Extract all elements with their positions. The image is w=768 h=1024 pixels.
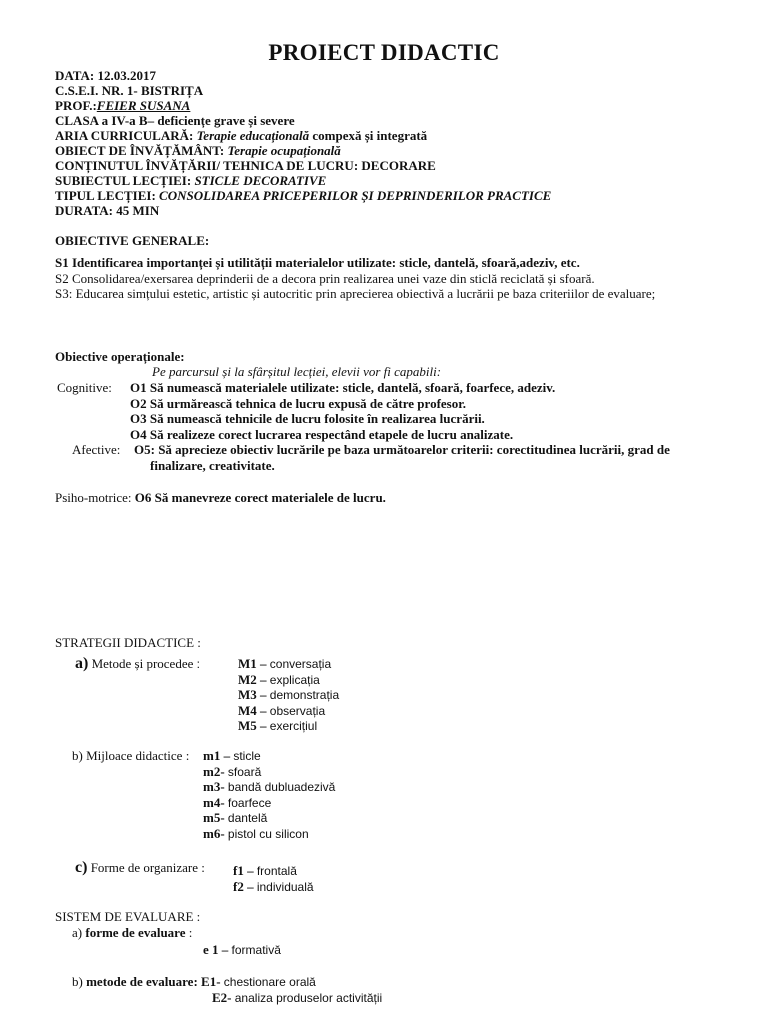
evaluation-methods-line [72,974,316,990]
means-item [203,810,267,826]
objective-o3: O3 Să numească tehnicile de lucru folosite în realizarea lucrării. [130,411,485,426]
subiect-label: SUBIECTUL LECȚIEI: [55,173,192,188]
organization-item-text: individuală [256,880,314,894]
evaluation-heading: SISTEM DE EVALUARE : [55,909,201,924]
means-item [203,779,335,795]
means-label: b) Mijloace didactice [72,748,183,763]
affective-label: Afective: [72,442,121,457]
methods-label: Metode și procedee [91,656,194,671]
obiect-value: Terapie ocupațională [227,143,341,158]
means-item-code: m1 – [203,748,231,763]
methods-label-line [75,656,200,672]
evaluation-methods-label: metode de evaluare: [86,974,198,989]
document-title: PROIECT DIDACTIC [268,40,500,65]
method-item-text: explicația [269,672,320,687]
organization-item [233,879,314,895]
objective-s2: S2 Consolidarea/exersarea deprinderii de a decora prin realizarea unei vaze din sticlă reciclată și sfoară. [55,271,595,286]
organization-label: Forme de organizare [90,860,199,875]
method-item-code: M1 – [238,656,267,671]
aria-tail: compexă și integrată [312,128,428,143]
means-item-text: pistol cu silicon [227,826,309,841]
evaluation-method-e2-text: analiza produselor activității [234,991,383,1005]
method-item-code: M3 – [238,687,267,702]
objective-o5-line2: finalizare, creativitate. [150,458,275,473]
psychomotor-objective [55,490,386,505]
evaluation-forms-colon: : [188,925,193,940]
means-item-text: sfoară [227,764,262,779]
organization-item-text: frontală [256,864,297,878]
header-lesson-type [55,188,551,203]
operational-objectives-heading: Obiective operaționale: [55,349,185,364]
general-objectives-heading: OBIECTIVE GENERALE: [55,233,210,248]
means-item-code: m2- [203,763,225,779]
means-item [203,826,309,842]
aria-label: ARIA CURRICULARĂ: [55,128,194,143]
method-item [238,656,331,672]
means-item-text: foarfece [227,795,272,810]
means-item-code: m3- [203,779,225,794]
objective-o5-line1: O5: Să aprecieze obiectiv lucrările pe baza următoarelor criterii: corectitudinea lucrării, grad de [134,442,670,457]
header-content: CONȚINUTUL ÎNVĂȚĂRII/ TEHNICA DE LUCRU: DECORARE [55,158,436,173]
evaluation-method-e1-text: chestionare orală [223,975,316,989]
method-item-text: demonstrația [269,688,340,702]
evaluation-method-e2 [212,990,382,1006]
means-item-code: m6- [203,825,225,841]
means-item [203,795,271,811]
tip-value: CONSOLIDAREA PRICEPERILOR ȘI DEPRINDERILOR PRACTICE [159,188,552,203]
header-prof [55,98,190,113]
method-item-code: M5 – [238,718,267,733]
method-item-text: exercițiul [269,719,318,733]
tip-label: TIPUL LECȚIEI: [55,188,156,203]
evaluation-forms-line [72,925,192,940]
objective-o6: O6 Să manevreze corect materialele de lucru. [134,490,386,505]
organization-label-line [75,860,205,875]
objective-s3: S3: Educarea simțului estetic, artistic și autocritic prin aprecierea obiectivă a lucrării pe baza criteriilor de evaluare; [55,286,656,301]
means-item-code: m4- [203,794,225,810]
evaluation-method-e1-code: E1- [201,974,221,989]
means-item [203,748,261,764]
aria-value: Terapie educațională [196,128,310,143]
method-item [238,687,339,703]
means-item-text: sticle [233,749,261,763]
means-label-line [72,748,189,763]
evaluation-methods-letter: b) [72,974,83,989]
header-duration: DURATA: 45 MIN [55,203,160,218]
evaluation-forms-label: forme de evaluare [85,925,186,940]
subiect-value: STICLE DECORATIVE [194,173,327,188]
header-lesson-subject [55,173,326,188]
objective-s1: S1 Identificarea importanței și utilității materialelor utilizate: sticle, dantelă, sfoară,adeziv, etc. [55,255,580,270]
organization-colon: : [201,860,205,875]
cognitive-label: Cognitive: [57,380,112,395]
evaluation-form-e1-code: e 1 – [203,942,229,957]
objective-o2: O2 Să urmărească tehnica de lucru expusă de către profesor. [130,396,467,411]
organization-item [233,863,297,879]
method-item [238,718,317,734]
methods-letter: a) [75,655,89,672]
operational-objectives-intro: Pe parcursul și la sfârșitul lecției, elevii vor fi capabili: [152,364,442,379]
means-item-text: dantelă [227,811,268,825]
method-item [238,672,320,688]
header-subject [55,143,341,158]
method-item-text: observația [269,703,326,718]
header-curricular-area [55,128,427,143]
header-class: CLASA a IV-a B– deficiențe grave și severe [55,113,295,128]
objective-o4: O4 Să realizeze corect lucrarea respectând etapele de lucru analizate. [130,427,514,442]
evaluation-method-e2-code: E2- [212,990,232,1005]
means-item [203,764,261,780]
means-item-text: bandă dubluadezivă [227,780,336,794]
psychomotor-label: Psiho-motrice: [55,490,132,505]
evaluation-forms-letter: a) [72,925,83,940]
organization-letter: c) [75,859,88,876]
prof-value: FEIER SUSANA [96,98,191,113]
method-item-text: conversația [269,657,332,671]
header-date: DATA: 12.03.2017 [55,68,156,83]
obiect-label: OBIECT DE ÎNVĂȚĂMÂNT: [55,143,225,158]
means-colon: : [185,748,190,763]
objective-o1: O1 Să numească materialele utilizate: sticle, dantelă, sfoară, foarfece, adeziv. [130,380,556,395]
method-item-code: M4 – [238,702,267,718]
prof-label: PROF.: [55,98,97,113]
method-item [238,703,325,719]
evaluation-form-e1-text: formativă [231,943,281,957]
means-item-code: m5- [203,810,225,825]
organization-item-code: f2 – [233,879,254,894]
evaluation-form-e1 [203,942,281,958]
strategies-heading: STRATEGII DIDACTICE : [55,635,201,650]
methods-colon: : [196,657,200,671]
organization-item-code: f1 – [233,863,254,878]
method-item-code: M2 – [238,671,267,687]
header-school: C.S.E.I. NR. 1- BISTRIȚA [55,83,204,98]
